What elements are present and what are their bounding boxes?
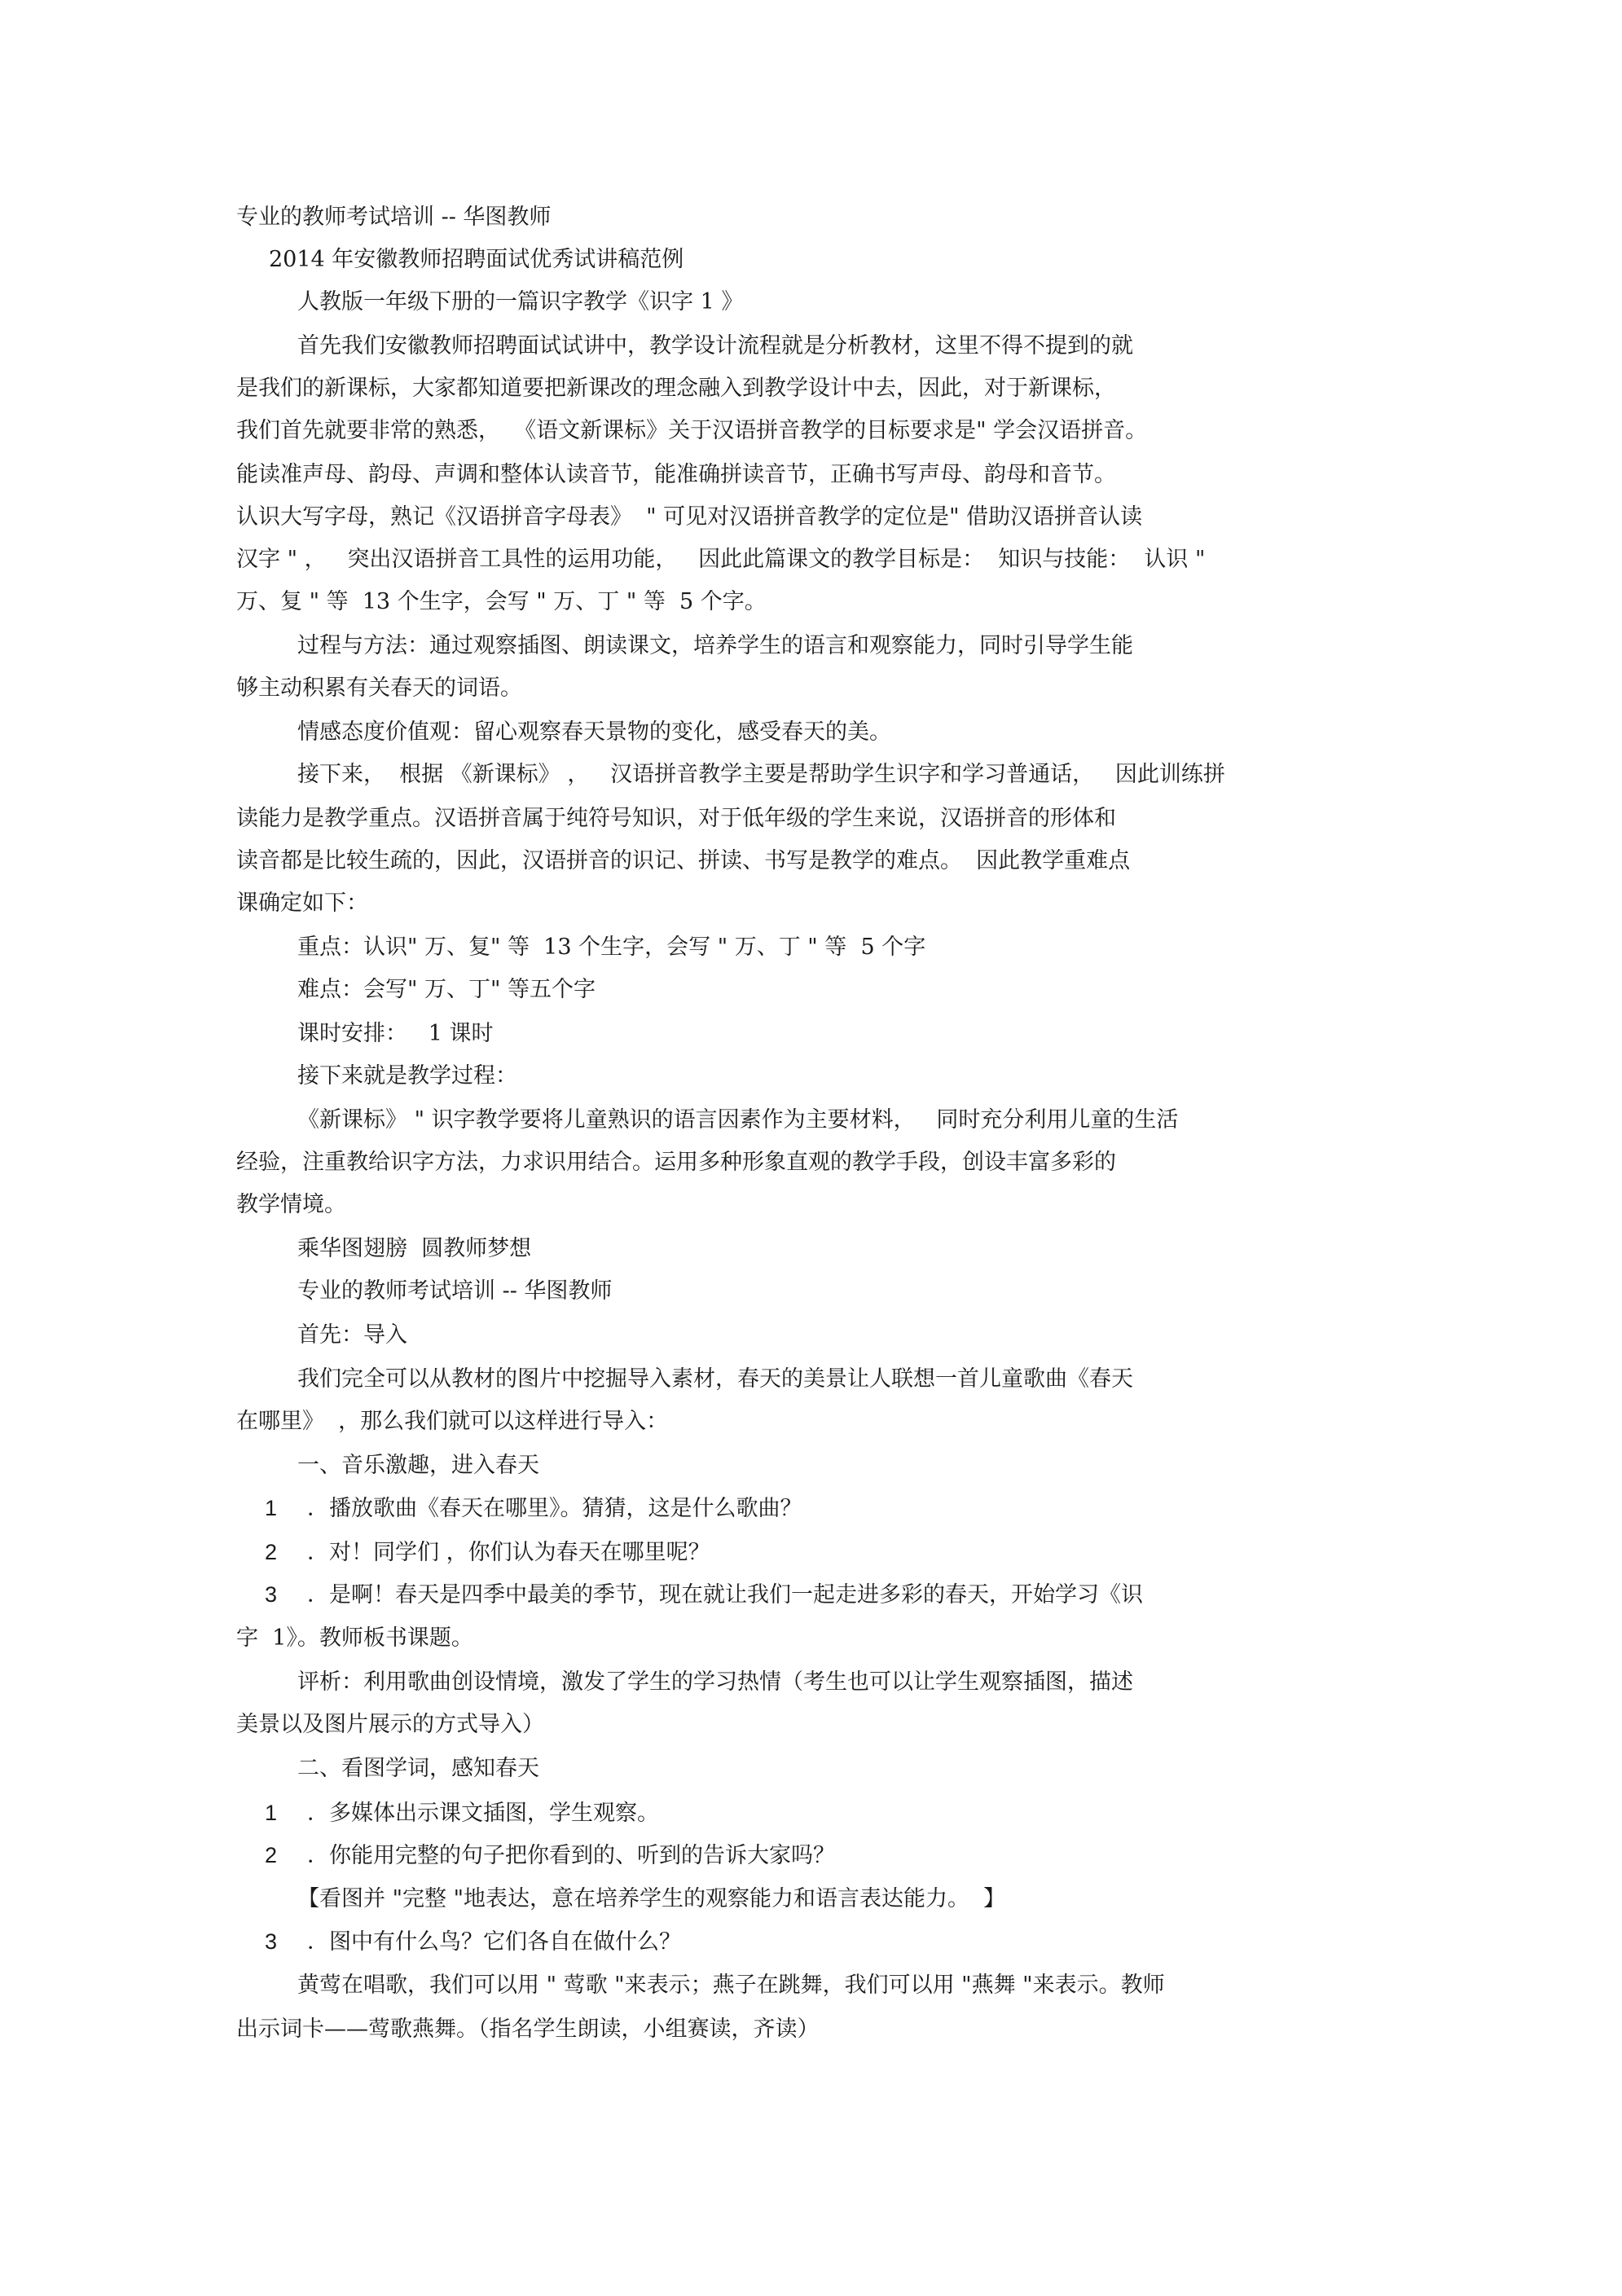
list-item-number: 3 [265,1929,278,1954]
emotion-goal: 情感态度价值观：留心观察春天景物的变化，感受春天的美。 [297,719,891,745]
standard-line-1: 《新课标》 " 识字教学要将儿童熟识的语言因素作为主要材料， 同时充分利用儿童的生活 [297,1107,1179,1133]
section1-title: 一、音乐激趣，进入春天 [297,1453,539,1478]
process-intro: 接下来就是教学过程： [297,1063,517,1089]
class-schedule: 课时安排： 1 课时 [297,1021,494,1046]
slogan: 乘华图翅膀 圆教师梦想 [297,1236,532,1261]
standard-line-2: 经验，注重教给识字方法，力求识用结合。运用多种形象直观的教学手段，创设丰富多彩的 [236,1150,1116,1175]
list-item-text: ．你能用完整的句子把你看到的、听到的告诉大家吗？ [307,1843,835,1868]
final-line-2: 出示词卡——莺歌燕舞。（指名学生朗读，小组赛读，齐读） [236,2017,820,2042]
standard-line-3: 教学情境。 [236,1192,346,1217]
page-header-repeat: 专业的教师考试培训 -- 华图教师 [297,1278,613,1304]
list-item-continuation: 字 1》。教师板书课题。 [236,1625,473,1651]
lead-line-1: 我们完全可以从教材的图片中挖掘导入素材，春天的美景让人联想一首儿童歌曲《春天 [297,1366,1133,1392]
intro-line-6: 汉字 " ， 突出汉语拼音工具性的运用功能， 因此此篇课文的教学目标是： 知识与技能： 认识 " [236,547,1206,572]
comment-line-1: 评析：利用歌曲创设情境，激发了学生的学习热情（考生也可以让学生观察插图，描述 [297,1669,1133,1695]
page-header: 专业的教师考试培训 -- 华图教师 [236,205,552,230]
next-line-3: 读音都是比较生疏的，因此，汉语拼音的识记、拼读、书写是教学的难点。 因此教学重难点 [236,848,1131,873]
list-item-number: 1 [265,1496,278,1520]
list-item [265,1841,835,1870]
list-item-number: 3 [265,1582,278,1607]
key-difficulty: 难点：会写" 万、丁" 等五个字 [297,977,596,1002]
intro-line-7: 万、复 " 等 13 个生字，会写 " 万、丁 " 等 5 个字。 [236,589,767,614]
process-line-2: 够主动积累有关春天的词语。 [236,675,522,701]
list-item-number: 2 [265,1540,278,1564]
document-title: 2014 年安徽教师招聘面试优秀试讲稿范例 [269,247,684,272]
list-item [265,1494,802,1523]
list-item [265,1799,659,1828]
intro-line-2: 是我们的新课标，大家都知道要把新课改的理念融入到教学设计中去，因此，对于新课标， [236,376,1116,401]
intro-line-5: 认识大写字母，熟记《汉语拼音字母表》 " 可见对汉语拼音教学的定位是" 借助汉语拼音认读 [236,504,1143,530]
final-line-1: 黄莺在唱歌，我们可以用 " 莺歌 "来表示；燕子在跳舞，我们可以用 "燕舞 "来表示。教师 [297,1973,1165,1998]
process-line-1: 过程与方法：通过观察插图、朗读课文，培养学生的语言和观察能力，同时引导学生能 [297,633,1133,658]
list-item-number: 2 [265,1843,278,1867]
list-item-number: 1 [265,1801,278,1825]
next-line-2: 读能力是教学重点。汉语拼音属于纯符号知识，对于低年级的学生来说，汉语拼音的形体和 [236,806,1116,831]
comment-line-2: 美景以及图片展示的方式导入） [236,1712,544,1737]
intro-line-1: 首先我们安徽教师招聘面试试讲中，教学设计流程就是分析教材，这里不得不提到的就 [297,333,1133,358]
list-item-text: ．是啊！春天是四季中最美的季节，现在就让我们一起走进多彩的春天，开始学习《识 [307,1582,1143,1608]
list-item [265,1581,1143,1609]
list-item [265,1928,681,1956]
first-step-heading: 首先：导入 [297,1322,407,1348]
intro-line-4: 能读准声母、韵母、声调和整体认读音节，能准确拼读音节，正确书写声母、韵母和音节。 [236,462,1116,487]
list-item-text: ．对！同学们 ，你们认为春天在哪里呢？ [307,1540,710,1565]
design-note: 【看图并 "完整 "地表达，意在培养学生的观察能力和语言表达能力。 】 [297,1886,1006,1911]
intro-line-3: 我们首先就要非常的熟悉， 《语文新课标》关于汉语拼音教学的目标要求是" 学会汉语拼音。 [236,418,1148,443]
section2-title: 二、看图学词，感知春天 [297,1756,539,1781]
next-line-4: 课确定如下： [236,891,368,916]
list-item-text: ．播放歌曲《春天在哪里》。猜猜，这是什么歌曲？ [307,1496,802,1521]
next-line-1: 接下来， 根据 《新课标》 ， 汉语拼音教学主要是帮助学生识字和学习普通话， 因此训练拼 [297,762,1225,787]
key-focus: 重点：认识" 万、复" 等 13 个生字，会写 " 万、丁 " 等 5 个字 [297,935,926,960]
list-item [265,1538,710,1567]
document-subtitle: 人教版一年级下册的一篇识字教学《识字 1 》 [297,289,744,314]
list-item-text: ．图中有什么鸟？它们各自在做什么？ [307,1929,681,1955]
list-item-text: ．多媒体出示课文插图，学生观察。 [307,1801,659,1826]
lead-line-2: 在哪里》 ，那么我们就可以这样进行导入： [236,1409,669,1434]
